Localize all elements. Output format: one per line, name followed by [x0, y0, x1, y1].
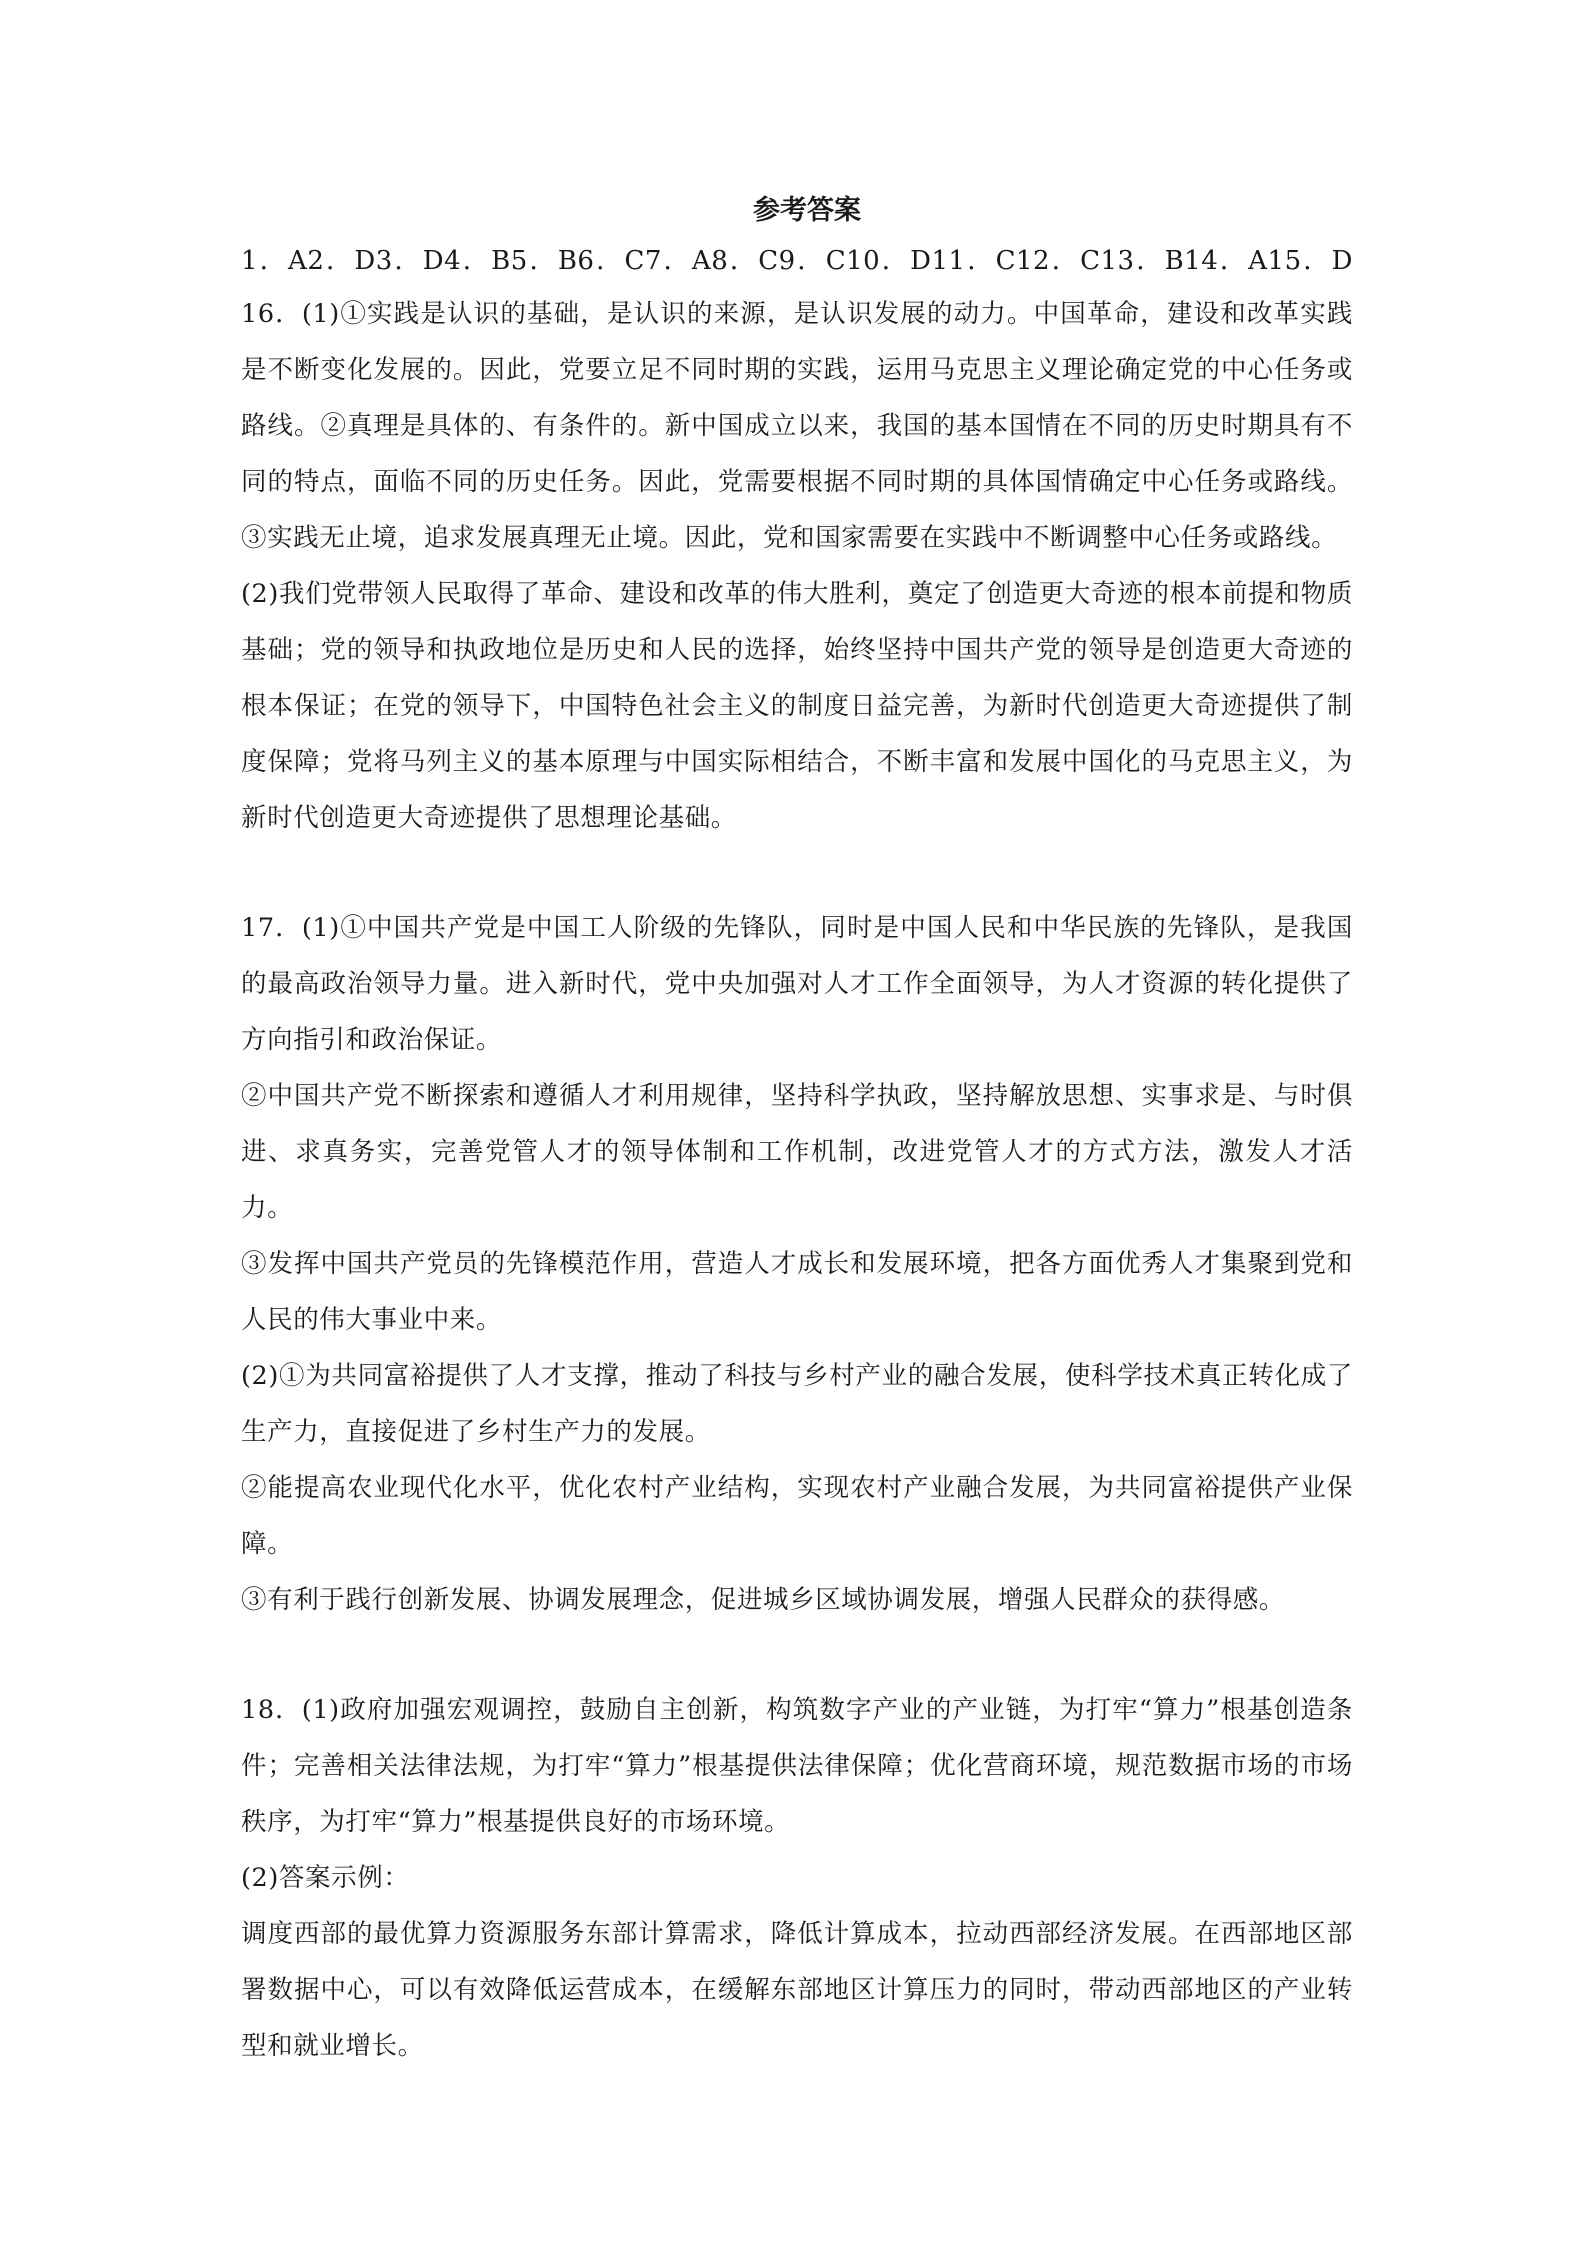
q17-part1-point2: ②中国共产党不断探索和遵循人才利用规律，坚持科学执政，坚持解放思想、实事求是、与时俱进、求真务实，完善党管人才的领导体制和工作机制，改进党管人才的方式方法，激发人才活力。 — [241, 1081, 1353, 1223]
section-spacer — [241, 1628, 1353, 1682]
q17-part2-point2: ②能提高农业现代化水平，优化农村产业结构，实现农村产业融合发展，为共同富裕提供产业保障。 — [241, 1473, 1353, 1559]
q18-part2-heading: (2)答案示例： — [241, 1863, 410, 1893]
q17-part2-point3: ③有利于践行创新发展、协调发展理念，促进城乡区域协调发展，增强人民群众的获得感。 — [241, 1585, 1286, 1615]
q18-part2-example: 调度西部的最优算力资源服务东部计算需求，降低计算成本，拉动西部经济发展。在西部地区部署数据中心，可以有效降低运营成本，在缓解东部地区计算压力的同时，带动西部地区的产业转型和就业增长。 — [241, 1919, 1353, 2061]
q18-part1: 18．(1)政府加强宏观调控，鼓励自主创新，构筑数字产业的产业链，为打牢“算力”根基创造条件；完善相关法律法规，为打牢“算力”根基提供法律保障；优化营商环境，规范数据市场的市场秩序，为打牢“算力”根基提供良好的市场环境。 — [241, 1695, 1353, 1837]
q17-part1-point3: ③发挥中国共产党员的先锋模范作用，营造人才成长和发展环境，把各方面优秀人才集聚到党和人民的伟大事业中来。 — [241, 1249, 1353, 1335]
page-title: 参考答案 — [753, 195, 861, 226]
q16-part2: (2)我们党带领人民取得了革命、建设和改革的伟大胜利，奠定了创造更大奇迹的根本前提和物质基础；党的领导和执政地位是历史和人民的选择，始终坚持中国共产党的领导是创造更大奇迹的根本保证；在党的领导下，中国特色社会主义的制度日益完善，为新时代创造更大奇迹提供了制度保障；党将马列主义的基本原理与中国实际相结合，不断丰富和发展中国化的马克思主义，为新时代创造更大奇迹提供了思想理论基础。 — [241, 579, 1353, 833]
q17-part2-point1: (2)①为共同富裕提供了人才支撑，推动了科技与乡村产业的融合发展，使科学技术真正转化成了生产力，直接促进了乡村生产力的发展。 — [241, 1361, 1353, 1447]
section-spacer — [241, 846, 1353, 900]
q17-part1-point1: 17．(1)①中国共产党是中国工人阶级的先锋队，同时是中国人民和中华民族的先锋队，是我国的最高政治领导力量。进入新时代，党中央加强对人才工作全面领导，为人才资源的转化提供了方向指引和政治保证。 — [241, 913, 1353, 1055]
multiple-choice-answers: 1．A2．D3．D4．B5．B6．C7．A8．C9．C10．D11．C12．C13．B14．A15．D — [241, 246, 1353, 276]
q16-part1: 16．(1)①实践是认识的基础，是认识的来源，是认识发展的动力。中国革命，建设和改革实践是不断变化发展的。因此，党要立足不同时期的实践，运用马克思主义理论确定党的中心任务或路线。②真理是具体的、有条件的。新中国成立以来，我国的基本国情在不同的历史时期具有不同的特点，面临不同的历史任务。因此，党需要根据不同时期的具体国情确定中心任务或路线。③实践无止境，追求发展真理无止境。因此，党和国家需要在实践中不断调整中心任务或路线。 — [241, 299, 1353, 553]
answer-document — [241, 186, 1353, 2074]
